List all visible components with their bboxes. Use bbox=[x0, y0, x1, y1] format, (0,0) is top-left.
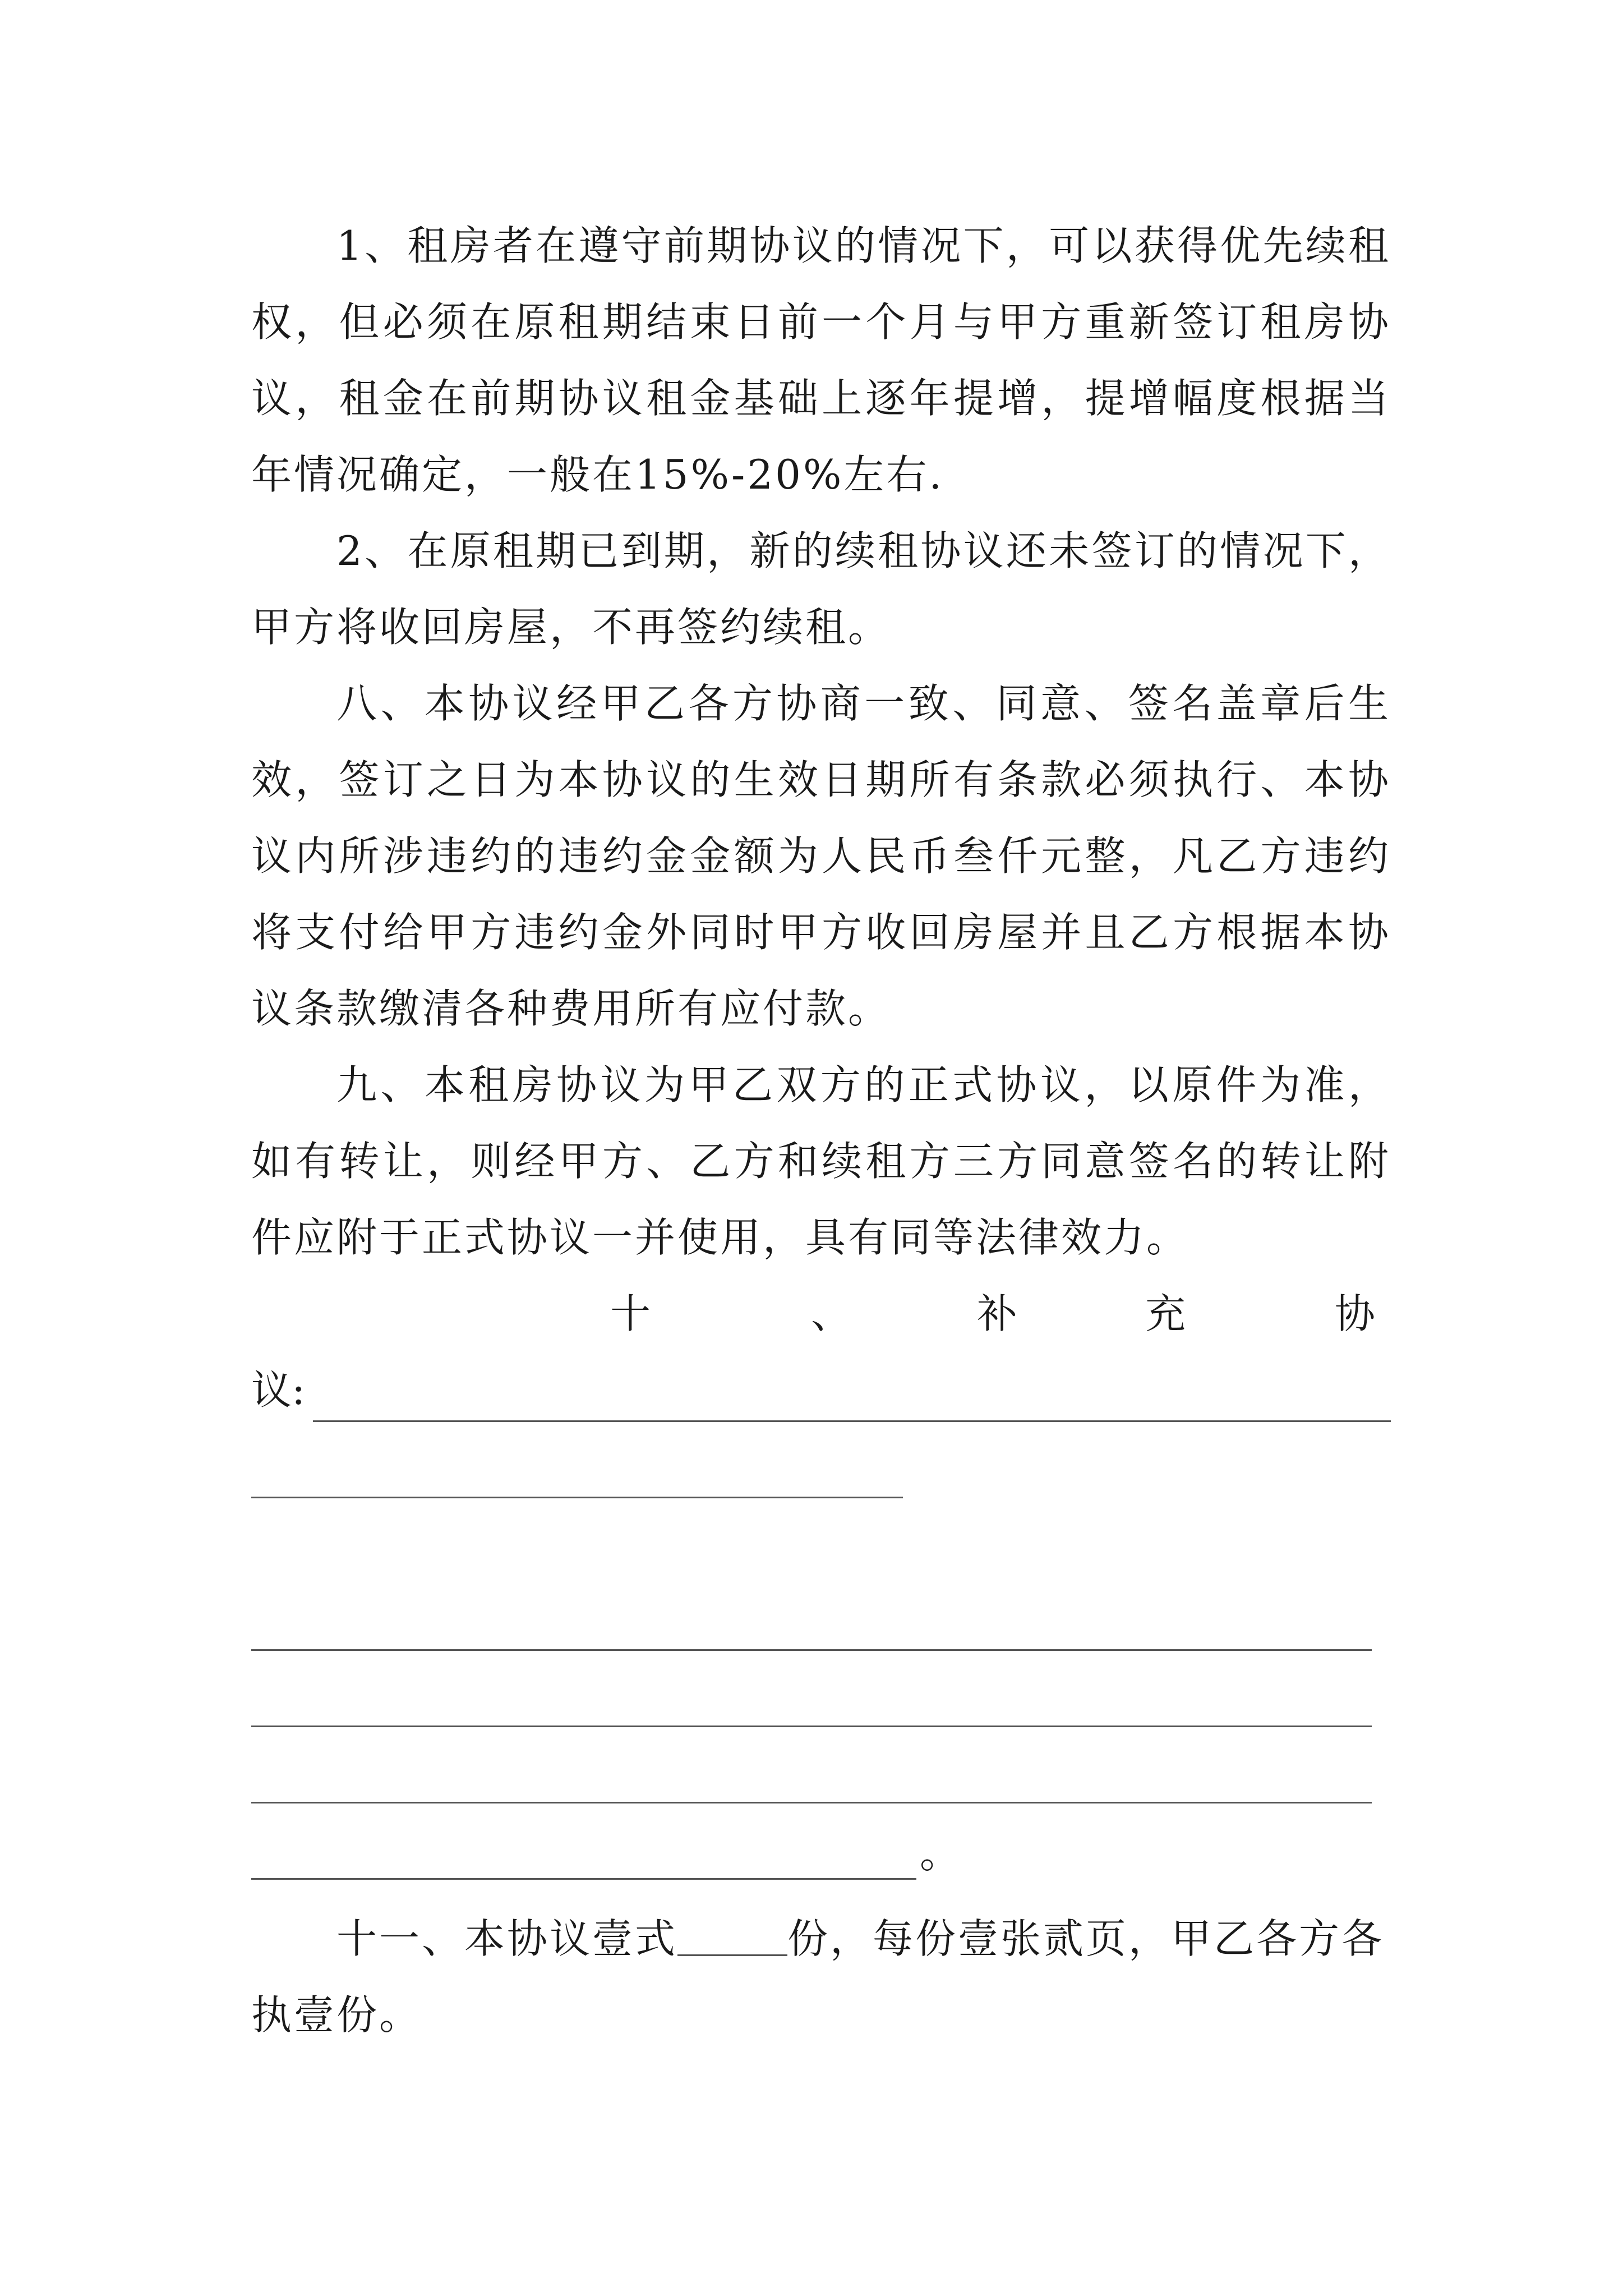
paragraph-clause-8: 八、本协议经甲乙各方协商一致、同意、签名盖章后生效，签订之日为本协议的生效日期所有条款必须执行、本协议内所涉违约的违约金金额为人民币叁仟元整，凡乙方违约将支付给甲方违约金外同时甲方收回房屋并且乙方根据本协议条款缴清各种费用所有应付款。 bbox=[251, 680, 1391, 1032]
supplement-blank-line bbox=[313, 1420, 1391, 1422]
paragraph-clause-11 bbox=[251, 1901, 1391, 2053]
supplement-end-mark: 。 bbox=[920, 1830, 961, 1877]
supplement-heading-char: 补 bbox=[977, 1290, 1018, 1337]
supplement-blank-line bbox=[251, 1649, 1372, 1651]
clause-11-before-blank: 十一、本协议壹式 bbox=[336, 1915, 678, 1962]
clause-11-after-blank: 份，每份壹张贰页，甲乙各方各执壹份。 bbox=[251, 1915, 1385, 2039]
supplement-heading-char: 、 bbox=[811, 1290, 852, 1337]
copies-blank bbox=[677, 1921, 787, 1956]
supplement-heading-char: 十 bbox=[610, 1290, 651, 1337]
paragraph-clause-9: 九、本租房协议为甲乙双方的正式协议，以原件为准，如有转让，则经甲方、乙方和续租方三方同意签名的转让附件应附于正式协议一并使用，具有同等法律效力。 bbox=[251, 1061, 1391, 1261]
supplement-blank-line bbox=[251, 1802, 1372, 1803]
paragraph-renewal-2: 2、在原租期已到期，新的续租协议还未签订的情况下，甲方将收回房屋，不再签约续租。 bbox=[251, 527, 1391, 651]
supplement-blank-line bbox=[251, 1726, 1372, 1727]
supplement-blank-line bbox=[251, 1878, 916, 1880]
supplement-heading bbox=[251, 1276, 1391, 1352]
supplement-blank-line bbox=[251, 1497, 903, 1498]
paragraph-renewal-1: 1、租房者在遵守前期协议的情况下，可以获得优先续租权，但必须在原租期结束日前一个月与甲方重新签订租房协议，租金在前期协议租金基础上逐年提增，提增幅度根据当年情况确定，一般在15%-20%左右. bbox=[251, 222, 1391, 498]
supplement-label: 议: bbox=[251, 1366, 306, 1414]
supplement-heading-char: 协 bbox=[1335, 1290, 1376, 1337]
supplement-heading-char: 充 bbox=[1145, 1290, 1186, 1337]
